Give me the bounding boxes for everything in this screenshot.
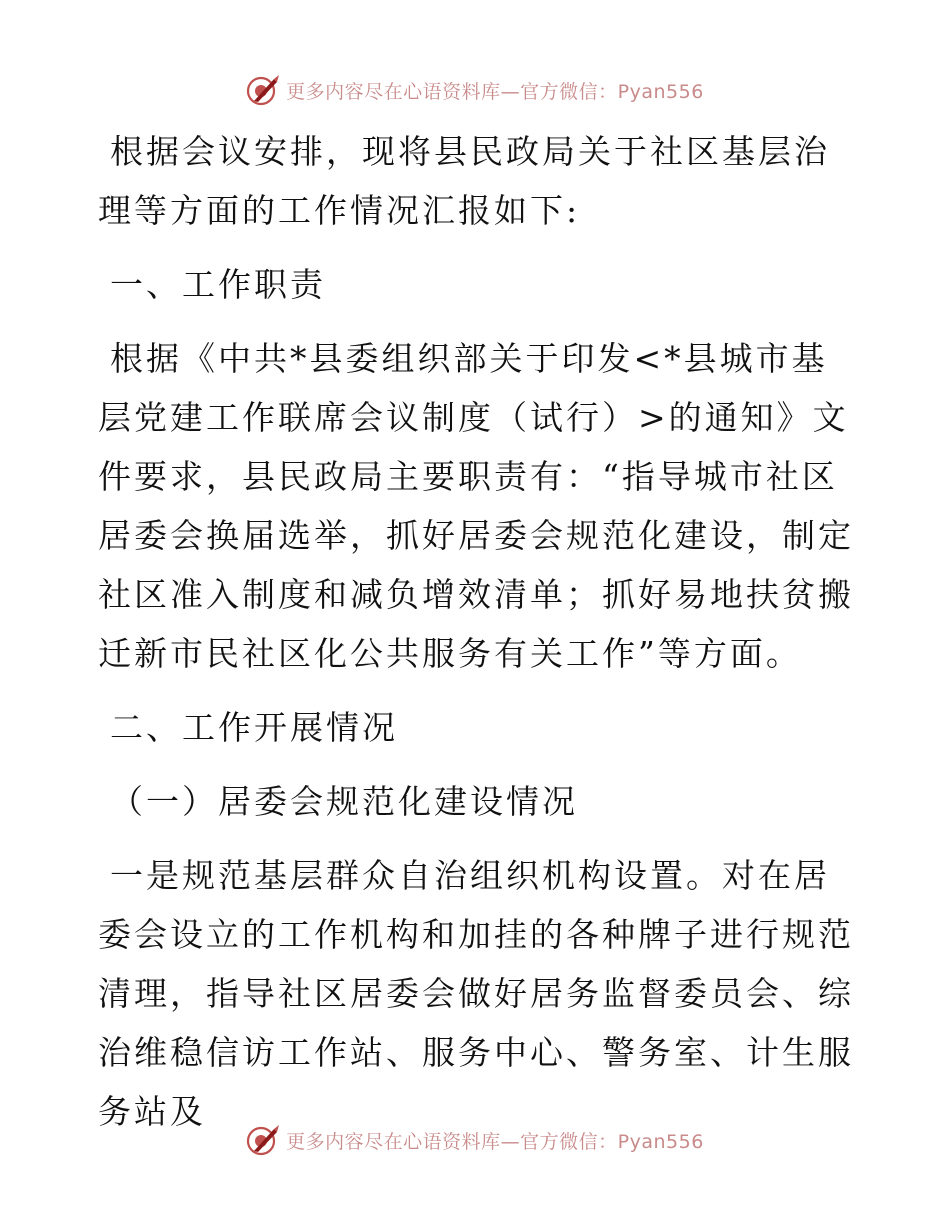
watermark-inner <box>246 73 704 107</box>
quill-logo-icon <box>246 73 280 107</box>
section-heading-duties: 一、工作职责 <box>110 265 326 304</box>
quill-logo-icon <box>246 1123 280 1157</box>
watermark-footer <box>0 1120 950 1160</box>
watermark-header <box>0 70 950 110</box>
subsection-heading-standardization: （一）居委会规范化建设情况 <box>110 782 578 821</box>
watermark-inner <box>246 1123 704 1157</box>
intro-paragraph: 根据会议安排，现将县民政局关于社区基层治理等方面的工作情况汇报如下: <box>98 132 830 230</box>
standardization-paragraph: 一是规范基层群众自治组织机构设置。对在居委会设立的工作机构和加挂的各种牌子进行规范清理，指导社区居委会做好居务监督委员会、综治维稳信访工作站、服务中心、警务室、计生服务站及 <box>98 856 854 1131</box>
watermark-text: 更多内容尽在心语资料库—官方微信：Pyan556 <box>286 80 704 103</box>
document-body <box>98 122 858 1141</box>
watermark-text: 更多内容尽在心语资料库—官方微信：Pyan556 <box>286 1130 704 1153</box>
duties-paragraph: 根据《中共*县委组织部关于印发<*县城市基层党建工作联席会议制度（试行）>的通知》文件要求，县民政局主要职责有：“指导城市社区居委会换届选举，抓好居委会规范化建设，制定社区准入制度和减负增效清单；抓好易地扶贫搬迁新市民社区化公共服务有关工作”等方面。 <box>98 339 854 673</box>
section-heading-progress: 二、工作开展情况 <box>110 708 398 747</box>
